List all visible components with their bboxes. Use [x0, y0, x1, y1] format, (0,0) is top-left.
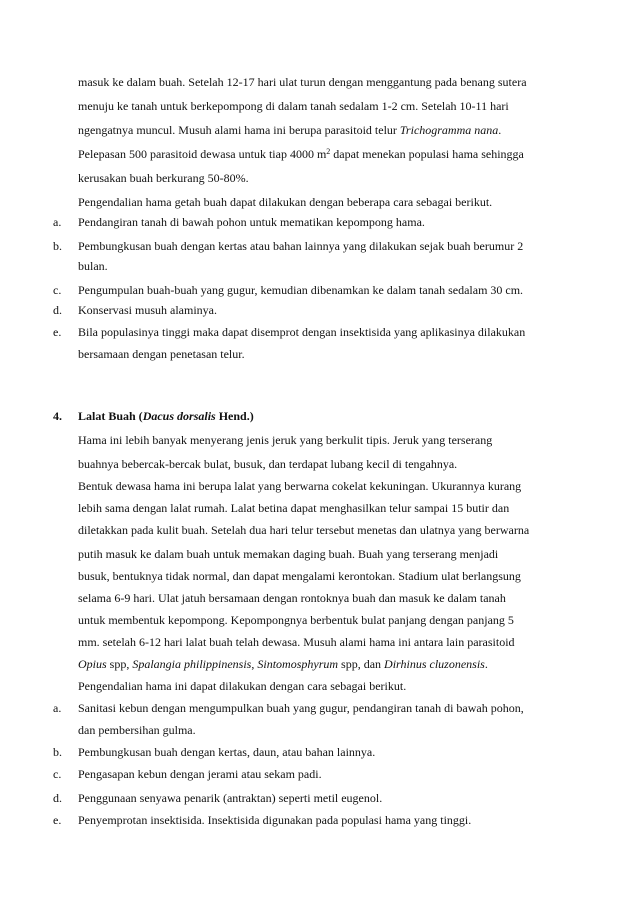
list-item: Sanitasi kebun dengan mengumpulkan buah yang gugur, pendangiran tanah di bawah pohon,: [78, 701, 524, 715]
paragraph-line: [78, 656, 576, 672]
paragraph-line: putih masuk ke dalam buah untuk memakan daging buah. Buah yang terserang menjadi: [78, 547, 499, 561]
species-name: Opius: [78, 657, 107, 671]
section-number: 4.: [53, 409, 62, 423]
paragraph-line: mm. setelah 6-12 hari lalat buah telah dewasa. Musuh alami hama ini antara lain parasitoid: [78, 635, 515, 649]
text: menuju ke tanah untuk berkepompong di dalam tanah sedalam 1-2 cm. Setelah 10-11 hari: [78, 99, 509, 113]
paragraph-line: diletakkan pada kulit buah. Setelah dua hari telur tersebut menetas dan ulatnya yang berwarna: [78, 523, 530, 537]
species-name: Sintomosphyrum: [257, 657, 339, 671]
text: Pelepasan 500 parasitoid dewasa untuk tiap 4000 m: [78, 147, 327, 161]
text: .: [498, 123, 502, 137]
paragraph-line: [78, 122, 576, 138]
paragraph-line: untuk membentuk kepompong. Kepompongnya berbentuk bulat panjang dengan panjang 5: [78, 613, 514, 627]
section-heading: [78, 408, 576, 424]
paragraph-line: lebih sama dengan lalat rumah. Lalat betina dapat menghasilkan telur sampai 15 butir dan: [78, 501, 510, 515]
paragraph-line: Pengendalian hama ini dapat dilakukan dengan cara sebagai berikut.: [78, 679, 407, 693]
paragraph-line: [78, 170, 576, 186]
list-marker: d.: [53, 791, 62, 805]
list-item: Penyemprotan insektisida. Insektisida digunakan pada populasi hama yang tinggi.: [78, 813, 472, 827]
list-marker: a.: [53, 215, 62, 229]
list-marker: e.: [53, 813, 62, 827]
list-marker: e.: [53, 325, 62, 339]
list-marker: d.: [53, 303, 62, 317]
list-item: Pembungkusan buah dengan kertas atau bahan lainnya yang dilakukan sejak buah berumur 2: [78, 239, 524, 253]
text: dapat menekan populasi hama sehingga: [330, 147, 524, 161]
list-marker: b.: [53, 745, 62, 759]
superscript: 2: [326, 147, 331, 156]
text: kerusakan buah berkurang 50-80%.: [78, 171, 249, 185]
list-item: Pembungkusan buah dengan kertas, daun, atau bahan lainnya.: [78, 745, 376, 759]
list-item-continuation: dan pembersihan gulma.: [78, 723, 196, 737]
paragraph-line: [78, 194, 576, 210]
text: .: [484, 657, 488, 671]
text: ngengatnya muncul. Musuh alami hama ini berupa parasitoid telur: [78, 123, 400, 137]
paragraph-line: [78, 146, 576, 162]
list-item: Penggunaan senyawa penarik (antraktan) seperti metil eugenol.: [78, 791, 383, 805]
list-marker: c.: [53, 767, 62, 781]
species-name: Trichogramma nana: [399, 123, 499, 137]
text: spp,: [106, 657, 133, 671]
text: ,: [251, 657, 258, 671]
list-item: Bila populasinya tinggi maka dapat disemprot dengan insektisida yang aplikasinya dilakukan: [78, 325, 526, 339]
list-item: Konservasi musuh alaminya.: [78, 303, 217, 317]
text: spp, dan: [338, 657, 385, 671]
paragraph-line: Bentuk dewasa hama ini berupa lalat yang berwarna cokelat kekuningan. Ukurannya kurang: [78, 479, 522, 493]
species-name: Dirhinus cluzonensis: [384, 657, 485, 671]
text: masuk ke dalam buah. Setelah 12-17 hari ulat turun dengan menggantung pada benang sutera: [78, 75, 527, 89]
list-item-continuation: bersamaan dengan penetasan telur.: [78, 347, 245, 361]
list-item-continuation: bulan.: [78, 259, 108, 273]
paragraph-line: [78, 74, 576, 90]
list-marker: c.: [53, 283, 62, 297]
paragraph-line: selama 6-9 hari. Ulat jatuh bersamaan dengan rontoknya buah dan masuk ke dalam tanah: [78, 591, 506, 605]
heading-text: Hend.): [215, 409, 254, 423]
text: Pengendalian hama getah buah dapat dilakukan dengan beberapa cara sebagai berikut.: [78, 195, 493, 209]
species-name: Dacus dorsalis: [142, 409, 216, 423]
list-marker: b.: [53, 239, 62, 253]
list-marker: a.: [53, 701, 62, 715]
paragraph-line: busuk, bentuknya tidak normal, dan dapat mengalami kerontokan. Stadium ulat berlangsung: [78, 569, 521, 583]
list-item: Pendangiran tanah di bawah pohon untuk mematikan kepompong hama.: [78, 215, 425, 229]
species-name: Spalangia philippinensis: [132, 657, 252, 671]
list-item: Pengumpulan buah-buah yang gugur, kemudian dibenamkan ke dalam tanah sedalam 30 cm.: [78, 283, 524, 297]
paragraph-line: buahnya bebercak-bercak bulat, busuk, dan terdapat lubang kecil di tengahnya.: [78, 457, 458, 471]
list-item: Pengasapan kebun dengan jerami atau sekam padi.: [78, 767, 322, 781]
paragraph-line: Hama ini lebih banyak menyerang jenis jeruk yang berkulit tipis. Jeruk yang terserang: [78, 433, 493, 447]
heading-text: Lalat Buah (: [78, 409, 143, 423]
paragraph-line: [78, 98, 576, 114]
